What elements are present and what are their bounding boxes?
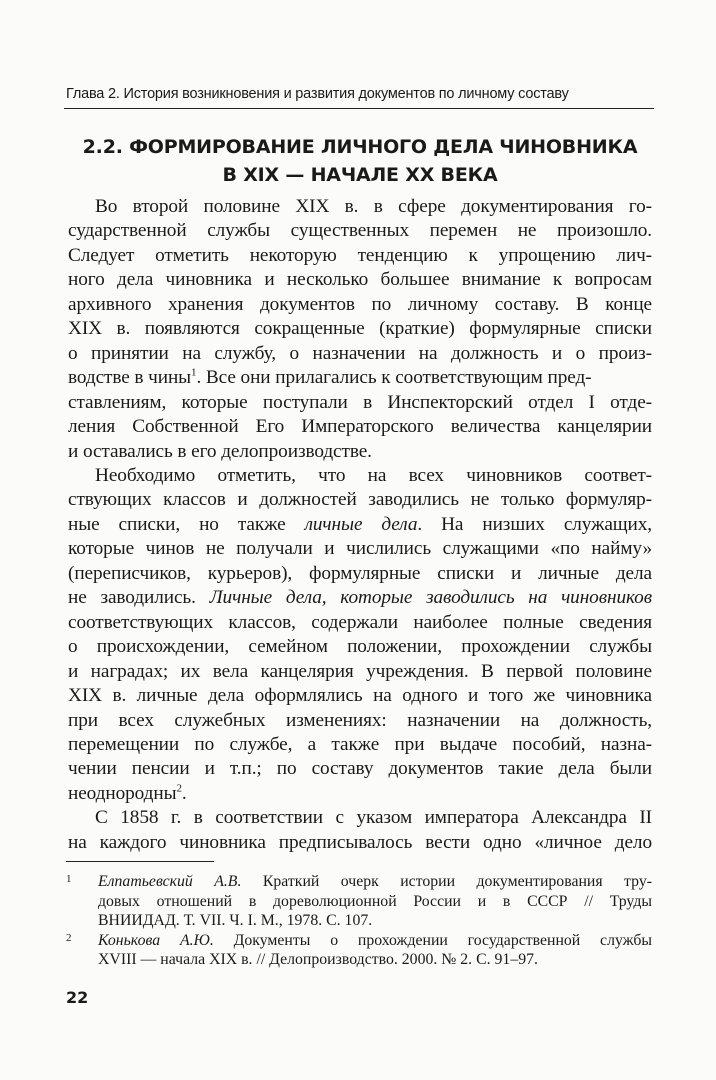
text-line: на каждого чиновника предписывалось вести одно «личное дело [68, 831, 652, 853]
text-run: ные списки, но также [68, 513, 305, 535]
body-text [68, 195, 652, 855]
text-line: и наградах; их вела канцелярия учреждения. В первой половине [68, 660, 652, 682]
text-line [68, 366, 652, 390]
text-run: неоднородны [68, 782, 177, 804]
footnote-2 [66, 931, 652, 970]
paragraph-3 [68, 806, 652, 855]
paragraph-1 [68, 195, 652, 464]
text-line: Необходимо отметить, что на всех чиновников соответ- [95, 464, 652, 486]
text-line: ления Собственной Его Императорского величества канцелярии [68, 416, 652, 438]
footnote-line: довых отношений в дореволюционной России и в СССР // Труды [98, 892, 652, 910]
footnote-1 [66, 872, 652, 931]
footnote-author: Елпатьевский А.В. [98, 873, 242, 890]
header-rule [64, 108, 654, 109]
footnote-ref-1[interactable]: 1 [191, 366, 197, 379]
text-run: . На низших служащих, [417, 513, 652, 535]
text-line [68, 513, 652, 537]
footnote-number: 2 [66, 931, 72, 944]
footnote-line [98, 931, 652, 951]
page-number: 22 [66, 988, 89, 1007]
footnote-line: ВНИИДАД. Т. VII. Ч. I. М., 1978. С. 107. [98, 912, 373, 930]
footnote-line [98, 872, 652, 892]
text-line: сударственной службы существенных перемен не произошло. [68, 220, 652, 242]
text-run: Документы о прохождении государственной службы [213, 931, 653, 949]
text-line: ствующих классов и должностей заводились не только формуляр- [68, 489, 652, 511]
footnote-rule [66, 861, 214, 862]
text-line: С 1858 г. в соответствии с указом императора Александра II [95, 807, 652, 829]
section-heading [60, 133, 660, 189]
text-run: Краткий очерк истории документирования тру- [241, 873, 653, 890]
text-line: архивного хранения документов по личному составу. В конце [68, 293, 652, 315]
text-line: Следует отметить некоторую тенденцию к упрощению лич- [68, 244, 652, 266]
footnotes [66, 872, 652, 970]
italic-term: личные дела [304, 513, 418, 535]
text-line [68, 782, 652, 806]
paragraph-2 [68, 464, 652, 806]
text-line [68, 586, 652, 610]
text-run: не заводились. [68, 587, 210, 609]
text-line: которые чинов не получали и числились служащими «по найму» [68, 538, 652, 560]
text-line: чении пенсии и т.п.; по составу документов такие дела были [68, 758, 652, 780]
running-head: Глава 2. История возникновения и развития документов по личному составу [66, 86, 569, 102]
text-line: XIX в. появляются сокращенные (краткие) формулярные списки [68, 318, 652, 340]
text-line: при всех служебных изменениях: назначении на должность, [68, 709, 652, 731]
footnote-author: Конькова А.Ю. [98, 931, 214, 949]
text-line: ного дела чиновника и несколько большее внимание к вопросам [68, 269, 652, 291]
text-line: о принятии на службу, о назначении на должность и о произ- [68, 342, 652, 364]
text-line: о происхождении, семейном положении, прохождении службы [68, 636, 652, 658]
text-line: Во второй половине XIX в. в сфере документирования го- [95, 196, 652, 217]
text-line: перемещении по службе, а также при выдаче пособий, назна- [68, 733, 652, 755]
footnote-line: XVIII — начала XIX в. // Делопроизводство. 2000. № 2. С. 91–97. [98, 951, 538, 969]
text-line: XIX в. личные дела оформлялись на одного и того же чиновника [68, 685, 652, 707]
text-run: водстве в чины [68, 367, 192, 389]
text-run: . [181, 782, 187, 804]
text-line: соответствующих классов, содержали наиболее полные сведения [68, 611, 652, 633]
heading-line-1: 2.2. ФОРМИРОВАНИЕ ЛИЧНОГО ДЕЛА ЧИНОВНИКА [82, 136, 638, 158]
text-line: ставлениям, которые поступали в Инспекторский отдел I отде- [68, 391, 652, 413]
text-line: (переписчиков, курьеров), формулярные списки и личные дела [68, 562, 652, 584]
text-run: . Все они прилагались к соответствующим пред- [196, 367, 592, 389]
footnote-ref-2[interactable]: 2 [176, 782, 182, 795]
footnote-number: 1 [66, 873, 72, 885]
text-line: и оставались в его делопроизводстве. [68, 440, 372, 462]
heading-line-2: В XIX — НАЧАЛЕ XX ВЕКА [222, 164, 498, 186]
italic-phrase: Личные дела, которые заводились на чиновников [209, 587, 652, 609]
